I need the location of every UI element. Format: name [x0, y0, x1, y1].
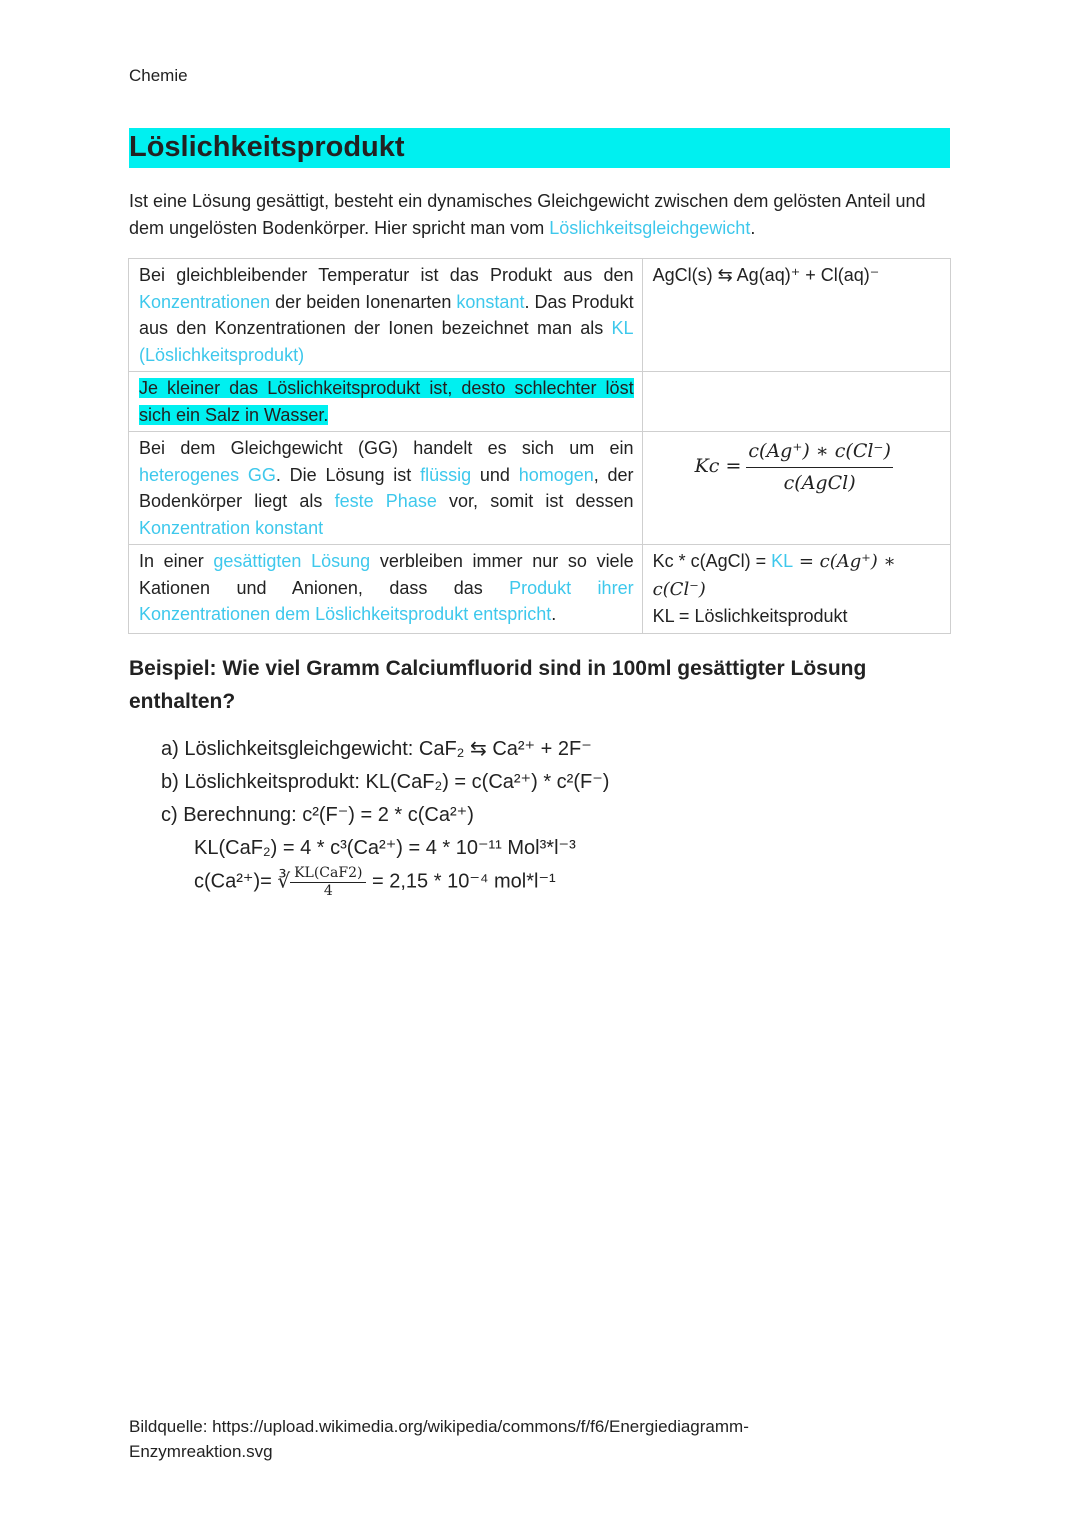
step-c-line3 [161, 865, 609, 899]
highlight-span: feste Phase [334, 491, 437, 511]
highlight-span: heterogenes GG [139, 464, 276, 485]
step-b: b) Löslichkeitsprodukt: KL(CaF₂) = c(Ca²⁺) * c²(F⁻) [161, 771, 610, 793]
intro-end: . [750, 218, 756, 238]
agcl-equilibrium-equation: AgCl(s) ⇆ Ag(aq)⁺ + Cl(aq)⁻ [652, 265, 880, 285]
row3-text [129, 432, 643, 545]
text-span: Bei dem Gleichgewicht (GG) handelt es sich um ein [139, 438, 634, 458]
text-span: verbleiben immer nur so viele Kationen und Anionen, dass das [139, 551, 634, 598]
step-c: c) Berechnung: c²(F⁻) = 2 * c(Ca²⁺) [161, 804, 474, 826]
kc-fraction [746, 438, 892, 496]
highlight-span: Konzentration konstant [139, 517, 324, 538]
kc-formula-cell [642, 432, 950, 545]
highlight-span: konstant [456, 291, 525, 312]
step-a: a) Löslichkeitsgleichgewicht: CaF₂ ⇆ Ca²⁺ + 2F⁻ [161, 738, 592, 760]
text-span: . [551, 604, 557, 624]
text-span: vor, somit ist dessen [436, 491, 634, 511]
kc-lhs: Kc = [694, 454, 742, 477]
table-row [129, 259, 951, 372]
root-fraction [290, 865, 366, 899]
kl-definition: KL = Löslichkeitsprodukt [652, 606, 848, 626]
kl-eq-rhs: = c(Ag⁺) ∗ c(Cl⁻) [652, 551, 896, 600]
row4-text [129, 545, 643, 634]
example-question: Beispiel: Wie viel Gramm Calciumfluorid sind in 100ml gesättigter Lösung enthalten? [129, 657, 867, 713]
highlight-span: homogen [518, 464, 594, 485]
page-title: Löslichkeitsprodukt [129, 131, 405, 163]
text-span: Bei gleichbleibender Temperatur ist das Produkt aus den [139, 265, 634, 285]
step-c-line2: KL(CaF₂) = 4 * c³(Ca²⁺) = 4 * 10⁻¹¹ Mol³*l⁻³ [194, 837, 576, 859]
kc-formula [653, 438, 942, 496]
intro-paragraph [129, 188, 951, 242]
kl-symbol: KL [771, 551, 794, 571]
root-denominator: 4 [323, 883, 333, 899]
calc-result: = 2,15 * 10⁻⁴ mol*l⁻¹ [366, 870, 556, 893]
kc-numerator: c(Ag⁺) ∗ c(Cl⁻) [746, 438, 892, 468]
text-span: . Die Lösung ist [275, 464, 421, 485]
image-source: Bildquelle: https://upload.wikimedia.org/wikipedia/commons/f/f6/Energiediagramm-Enzymreaktion.svg [129, 1417, 749, 1461]
table-row [129, 372, 951, 432]
row1-equation [642, 259, 950, 372]
text-span: , der Bodenkörper liegt als [139, 464, 634, 511]
row1-text [129, 259, 643, 372]
text-span: In einer [139, 551, 214, 571]
table-row [129, 432, 951, 545]
highlight-span: Produkt ihrer Konzentrationen dem Löslichkeitsprodukt entspricht [139, 577, 634, 624]
highlight-span: gesättigten Lösung [213, 551, 371, 571]
row2-text [129, 372, 643, 432]
text-span: . Das Produkt aus den Konzentrationen der Ionen bezeichnet man als [139, 291, 634, 338]
text-span: und [471, 464, 519, 485]
calc-lhs: c(Ca²⁺)= ∛ [194, 870, 291, 893]
solubility-table [128, 258, 951, 634]
highlight-span: flüssig [420, 464, 472, 485]
table-row [129, 545, 951, 634]
intro-text: Ist eine Lösung gesättigt, besteht ein dynamisches Gleichgewicht zwischen dem gelösten Anteil und dem ungelösten Bodenkörper. Hier spricht man vom [129, 191, 926, 238]
row2-empty [642, 372, 950, 432]
root-numerator: KL(CaF2) [290, 865, 366, 883]
page-header: Chemie [129, 66, 188, 85]
highlight-span: KL (Löslichkeitsprodukt) [139, 318, 634, 365]
kl-formula-cell [642, 545, 950, 634]
kl-eq-part: Kc * c(AgCl) = [652, 551, 772, 571]
highlighted-statement: Je kleiner das Löslichkeitsprodukt ist, desto schlechter löst sich ein Salz in Wasser. [139, 378, 634, 425]
highlight-span: Konzentrationen [139, 291, 271, 312]
kc-denominator: c(AgCl) [783, 471, 856, 494]
intro-highlight: Löslichkeitsgleichgewicht [549, 218, 751, 238]
example-steps [161, 733, 609, 899]
text-span: der beiden Ionenarten [270, 291, 457, 312]
